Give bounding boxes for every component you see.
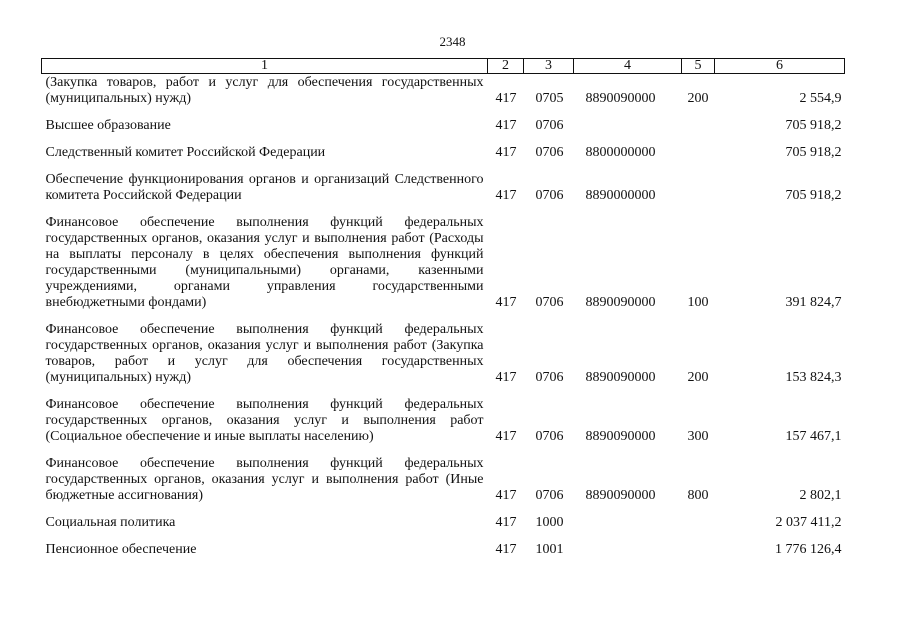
column-header-target-item: 4 — [574, 59, 682, 74]
row-amount: 391 824,7 — [785, 295, 842, 310]
row-section-code: 0706 — [535, 118, 564, 133]
row-name: Пенсионное обеспечение — [45, 542, 197, 557]
row-section-code: 0706 — [535, 429, 564, 444]
row-amount: 705 918,2 — [785, 118, 842, 133]
column-header-expense-type: 5 — [682, 59, 715, 74]
row-spacer-cell — [42, 134, 845, 145]
row-name: Финансовое обеспечение выполнения функций федеральных государственных органов, оказания услуг и выполнения работ (Иные бюджетные ассигнования) — [45, 456, 484, 503]
table-header — [42, 59, 845, 74]
row-amount: 705 918,2 — [785, 145, 842, 160]
row-amount: 157 467,1 — [785, 429, 842, 444]
row-section-code: 0706 — [535, 188, 564, 203]
page-number: 2348 — [439, 34, 466, 49]
row-spacer — [42, 504, 845, 515]
row-section-code: 1000 — [535, 515, 564, 530]
row-target-code — [574, 118, 682, 134]
row-spacer-cell — [42, 445, 845, 456]
row-section-code: 0705 — [535, 91, 564, 106]
row-name: Финансовое обеспечение выполнения функций федеральных государственных органов, оказания услуг и выполнения работ (Расходы на выплаты персоналу в целях обеспечения выполнения функций государственными (муниципальными) органами, казенными учреждениями, органами управления государственными внебюджетными фондами) — [45, 215, 484, 310]
table-row — [42, 456, 845, 504]
row-spacer-cell — [42, 531, 845, 542]
row-spacer — [42, 161, 845, 172]
row-target-code: 8890090000 — [585, 370, 656, 385]
row-expense-type-code — [682, 145, 715, 161]
row-expense-type-code: 200 — [687, 370, 709, 385]
table-row — [42, 322, 845, 386]
row-ministry-code: 417 — [495, 542, 517, 557]
row-expense-type-code — [682, 118, 715, 134]
row-name: Следственный комитет Российской Федерации — [45, 145, 326, 160]
row-amount: 2 554,9 — [799, 91, 842, 106]
row-section-code: 0706 — [535, 295, 564, 310]
row-spacer — [42, 134, 845, 145]
row-amount: 2 802,1 — [799, 488, 842, 503]
row-spacer — [42, 531, 845, 542]
row-name: Высшее образование — [45, 118, 171, 133]
column-header-amount: 6 — [715, 59, 845, 74]
row-target-code — [574, 542, 682, 558]
row-amount: 1 776 126,4 — [775, 542, 842, 557]
row-expense-type-code — [682, 542, 715, 558]
row-name: Финансовое обеспечение выполнения функций федеральных государственных органов, оказания услуг и выполнения работ (Закупка товаров, работ и услуг для обеспечения государственных (муниципальных) нужд) — [45, 322, 484, 385]
row-ministry-code: 417 — [495, 370, 517, 385]
row-expense-type-code: 300 — [687, 429, 709, 444]
row-expense-type-code: 100 — [687, 295, 709, 310]
row-target-code: 8890090000 — [585, 488, 656, 503]
table-row — [42, 397, 845, 445]
row-spacer — [42, 204, 845, 215]
row-name: Обеспечение функционирования органов и организаций Следственного комитета Российской Федерации — [45, 172, 484, 203]
table-body — [42, 74, 845, 559]
row-spacer-cell — [42, 504, 845, 515]
row-ministry-code: 417 — [495, 91, 517, 106]
row-name: (Закупка товаров, работ и услуг для обеспечения государственных (муниципальных) нужд) — [45, 75, 484, 106]
row-spacer-cell — [42, 386, 845, 397]
row-name: Финансовое обеспечение выполнения функций федеральных государственных органов, оказания услуг и выполнения работ (Социальное обеспечение и иные выплаты населению) — [45, 397, 484, 444]
row-expense-type-code — [682, 515, 715, 531]
row-target-code: 8890090000 — [585, 91, 656, 106]
row-spacer-cell — [42, 311, 845, 322]
row-target-code: 8800000000 — [585, 145, 656, 160]
row-spacer-cell — [42, 161, 845, 172]
table-row — [42, 515, 845, 531]
row-expense-type-code: 800 — [687, 488, 709, 503]
row-ministry-code: 417 — [495, 515, 517, 530]
table-row — [42, 118, 845, 134]
column-header-name: 1 — [42, 59, 488, 74]
row-section-code: 1001 — [535, 542, 564, 557]
row-ministry-code: 417 — [495, 118, 517, 133]
row-spacer — [42, 107, 845, 118]
column-header-section: 3 — [524, 59, 574, 74]
row-spacer-cell — [42, 107, 845, 118]
row-target-code: 8890090000 — [585, 429, 656, 444]
row-ministry-code: 417 — [495, 145, 517, 160]
row-section-code: 0706 — [535, 488, 564, 503]
table-row — [42, 172, 845, 204]
row-section-code: 0706 — [535, 370, 564, 385]
table-row — [42, 542, 845, 558]
table-row — [42, 74, 845, 108]
row-amount: 705 918,2 — [785, 188, 842, 203]
table-row — [42, 215, 845, 311]
row-ministry-code: 417 — [495, 188, 517, 203]
row-name: Социальная политика — [45, 515, 176, 530]
row-target-code — [574, 515, 682, 531]
row-target-code: 8890090000 — [585, 295, 656, 310]
row-target-code: 8890000000 — [585, 188, 656, 203]
row-ministry-code: 417 — [495, 295, 517, 310]
row-spacer — [42, 445, 845, 456]
budget-table — [41, 58, 845, 558]
row-spacer — [42, 311, 845, 322]
row-section-code: 0706 — [535, 145, 564, 160]
row-amount: 153 824,3 — [785, 370, 842, 385]
row-amount: 2 037 411,2 — [775, 515, 842, 530]
row-expense-type-code — [682, 172, 715, 204]
row-spacer-cell — [42, 204, 845, 215]
row-expense-type-code: 200 — [687, 91, 709, 106]
column-header-ministry: 2 — [488, 59, 524, 74]
table-row — [42, 145, 845, 161]
row-ministry-code: 417 — [495, 488, 517, 503]
row-ministry-code: 417 — [495, 429, 517, 444]
row-spacer — [42, 386, 845, 397]
